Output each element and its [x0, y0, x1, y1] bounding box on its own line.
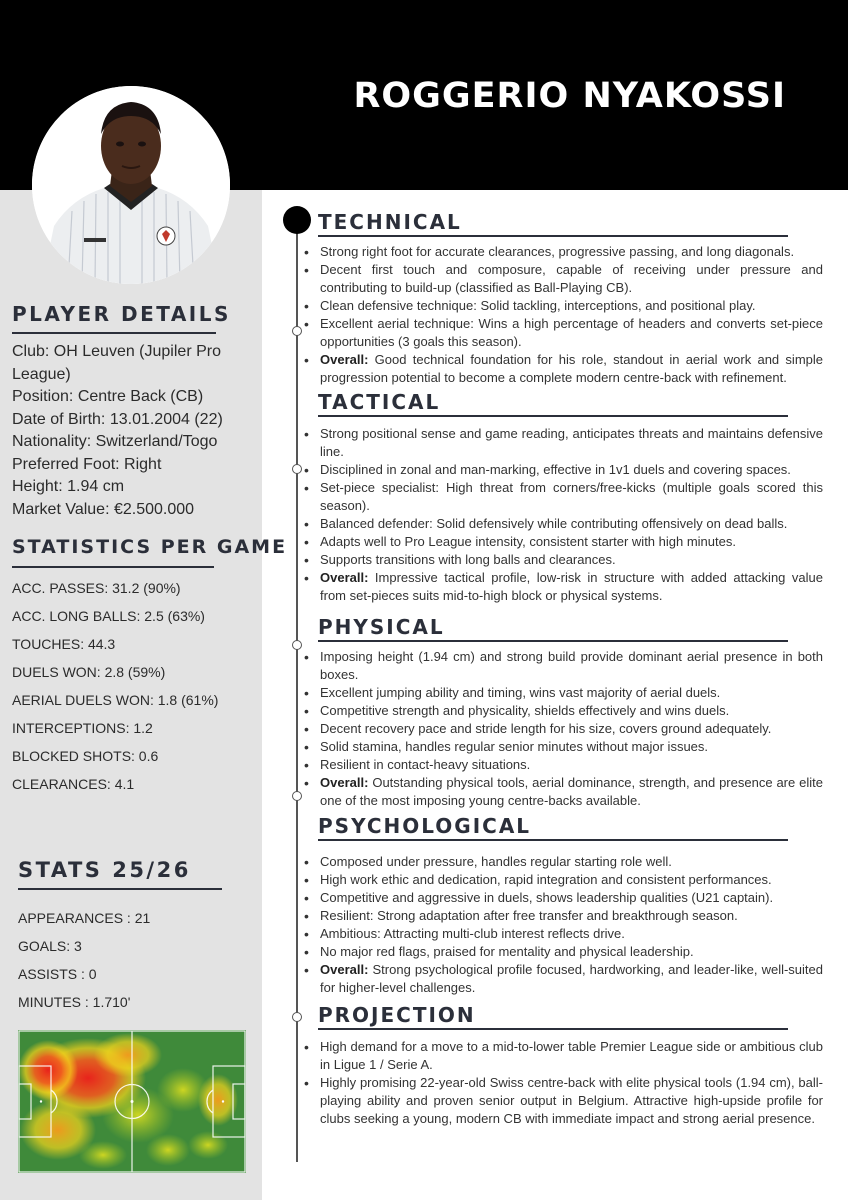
- stat-acc-passes: ACC. PASSES: 31.2 (90%): [12, 580, 181, 596]
- stats-per-game-heading: STATISTICS PER GAME: [12, 536, 288, 558]
- section-list: [318, 243, 823, 387]
- detail-market-value: Market Value: €2.500.000: [12, 500, 195, 518]
- timeline-dot: [292, 1012, 302, 1022]
- list-item: • Adapts well to Pro League intensity, consistent starter with high minutes.: [318, 533, 823, 551]
- season-appearances: APPEARANCES : 21: [18, 910, 151, 926]
- detail-position: Position: Centre Back (CB): [12, 388, 204, 405]
- timeline-dot: [292, 464, 302, 474]
- stats-per-game-list: [12, 574, 257, 798]
- season-stats-heading: STATS 25/26: [18, 858, 191, 882]
- list-item: • Supports transitions with long balls and clearances.: [318, 551, 823, 569]
- timeline-dot: [292, 326, 302, 336]
- section-title: TACTICAL: [318, 390, 441, 414]
- list-item: • Composed under pressure, handles regular starting role well.: [318, 853, 823, 871]
- section-title: PROJECTION: [318, 1003, 476, 1027]
- list-item: • Solid stamina, handles regular senior minutes without major issues.: [318, 738, 823, 756]
- overall-label: Overall:: [320, 570, 369, 585]
- timeline-dot: [292, 791, 302, 801]
- overall-text: Strong psychological profile focused, hardworking, and leader-like, well-suited for higher-level challenges.: [320, 962, 823, 995]
- section-title: PHYSICAL: [318, 615, 445, 639]
- overall-label: Overall:: [320, 775, 369, 790]
- list-item: • Competitive and aggressive in duels, shows leadership qualities (U21 captain).: [318, 889, 823, 907]
- overall-text: Outstanding physical tools, aerial dominance, strength, and presence are elite one of the most imposing young centre-backs available.: [320, 775, 823, 808]
- section-list: [318, 1038, 823, 1128]
- list-item: • Set-piece specialist: High threat from corners/free-kicks (multiple goals scored this season).: [318, 479, 823, 515]
- list-item: • Imposing height (1.94 cm) and strong build provide dominant aerial presence in both boxes.: [318, 648, 823, 684]
- overall-label: Overall:: [320, 352, 369, 367]
- section-list: [318, 853, 823, 997]
- section-tactical: [318, 390, 823, 605]
- section-technical: [318, 210, 823, 387]
- stat-blocked-shots: BLOCKED SHOTS: 0.6: [12, 748, 159, 764]
- stat-touches: TOUCHES: 44.3: [12, 636, 116, 652]
- detail-height: Height: 1.94 cm: [12, 478, 125, 495]
- list-item-overall: [318, 961, 823, 997]
- section-title: TECHNICAL: [318, 210, 462, 234]
- section-rule: [318, 235, 788, 237]
- list-item: • Resilient: Strong adaptation after free transfer and breakthrough season.: [318, 907, 823, 925]
- section-physical: [318, 615, 823, 810]
- list-item: • Ambitious: Attracting multi-club interest reflects drive.: [318, 925, 823, 943]
- player-details-list: [12, 341, 257, 521]
- section-list: [318, 425, 823, 605]
- season-stats-list: [18, 904, 263, 1016]
- list-item-overall: [318, 774, 823, 810]
- list-item: • Strong right foot for accurate clearances, progressive passing, and long diagonals.: [318, 243, 823, 261]
- player-portrait-icon: [32, 86, 230, 284]
- section-psychological: [318, 814, 823, 997]
- section-rule: [318, 839, 788, 841]
- player-name: ROGGERIO NYAKOSSI: [353, 76, 786, 116]
- stat-duels-won: DUELS WON: 2.8 (59%): [12, 664, 166, 680]
- section-rule: [318, 1028, 788, 1030]
- stat-acc-long-balls: ACC. LONG BALLS: 2.5 (63%): [12, 608, 205, 624]
- detail-foot: Preferred Foot: Right: [12, 455, 162, 473]
- list-item-overall: [318, 569, 823, 605]
- overall-text: Impressive tactical profile, low-risk in structure with added attacking value from set-pieces suits mid-to-high block or physical systems.: [320, 570, 823, 603]
- stat-aerial-duels-won: AERIAL DUELS WON: 1.8 (61%): [12, 692, 219, 708]
- list-item: • Excellent jumping ability and timing, wins vast majority of aerial duels.: [318, 684, 823, 702]
- detail-nationality: Nationality: Switzerland/Togo: [12, 433, 218, 450]
- list-item: • Strong positional sense and game reading, anticipates threats and maintains defensive line.: [318, 425, 823, 461]
- section-rule: [318, 640, 788, 642]
- stat-interceptions: INTERCEPTIONS: 1.2: [12, 720, 153, 736]
- list-item: • Excellent aerial technique: Wins a high percentage of headers and converts set-piece opportunities (3 goals this season).: [318, 315, 823, 351]
- list-item: • No major red flags, praised for mentality and physical leadership.: [318, 943, 823, 961]
- list-item: • Disciplined in zonal and man-marking, effective in 1v1 duels and covering spaces.: [318, 461, 823, 479]
- timeline-start-dot: [283, 206, 311, 234]
- pitch-heatmap: [18, 1030, 246, 1173]
- stats-per-game-rule: [12, 566, 214, 568]
- section-list: [318, 648, 823, 810]
- season-minutes: MINUTES : 1.710': [18, 994, 131, 1010]
- detail-dob: Date of Birth: 13.01.2004 (22): [12, 410, 223, 428]
- section-projection: [318, 1003, 823, 1128]
- pitch-heatmap-icon: [18, 1030, 246, 1173]
- season-assists: ASSISTS : 0: [18, 966, 97, 982]
- overall-text: Good technical foundation for his role, standout in aerial work and simple progression potential to become a complete modern centre-back with refinement.: [320, 352, 823, 385]
- player-details-heading: PLAYER DETAILS: [12, 302, 231, 326]
- list-item: • Clean defensive technique: Solid tackling, interceptions, and positional play.: [318, 297, 823, 315]
- player-photo: [32, 86, 230, 284]
- list-item: • Decent recovery pace and stride length for his size, covers ground adequately.: [318, 720, 823, 738]
- list-item: • High demand for a move to a mid-to-lower table Premier League side or ambitious club in Ligue 1 / Serie A.: [318, 1038, 823, 1074]
- stat-clearances: CLEARANCES: 4.1: [12, 776, 135, 792]
- section-title: PSYCHOLOGICAL: [318, 814, 532, 838]
- season-stats-rule: [18, 888, 222, 890]
- list-item: • Competitive strength and physicality, shields effectively and wins duels.: [318, 702, 823, 720]
- list-item: • Decent first touch and composure, capable of receiving under pressure and contributing to build-up (classified as Ball-Playing CB).: [318, 261, 823, 297]
- timeline-dot: [292, 640, 302, 650]
- list-item: • Balanced defender: Solid defensively while contributing offensively on dead balls.: [318, 515, 823, 533]
- section-rule: [318, 415, 788, 417]
- list-item: • Resilient in contact-heavy situations.: [318, 756, 823, 774]
- season-goals: GOALS: 3: [18, 938, 82, 954]
- player-details-rule: [12, 332, 216, 334]
- detail-club: Club: OH Leuven (Jupiler Pro League): [12, 343, 221, 383]
- list-item: • High work ethic and dedication, rapid integration and consistent performances.: [318, 871, 823, 889]
- list-item: • Highly promising 22-year-old Swiss centre-back with elite physical tools (1.94 cm), ball-playing ability and proven senior output in Belgium. Attractive high-upside profile for clubs seeking a young, modern CB with immediate impact and strong aerial presence.: [318, 1074, 823, 1128]
- overall-label: Overall:: [320, 962, 369, 977]
- list-item-overall: [318, 351, 823, 387]
